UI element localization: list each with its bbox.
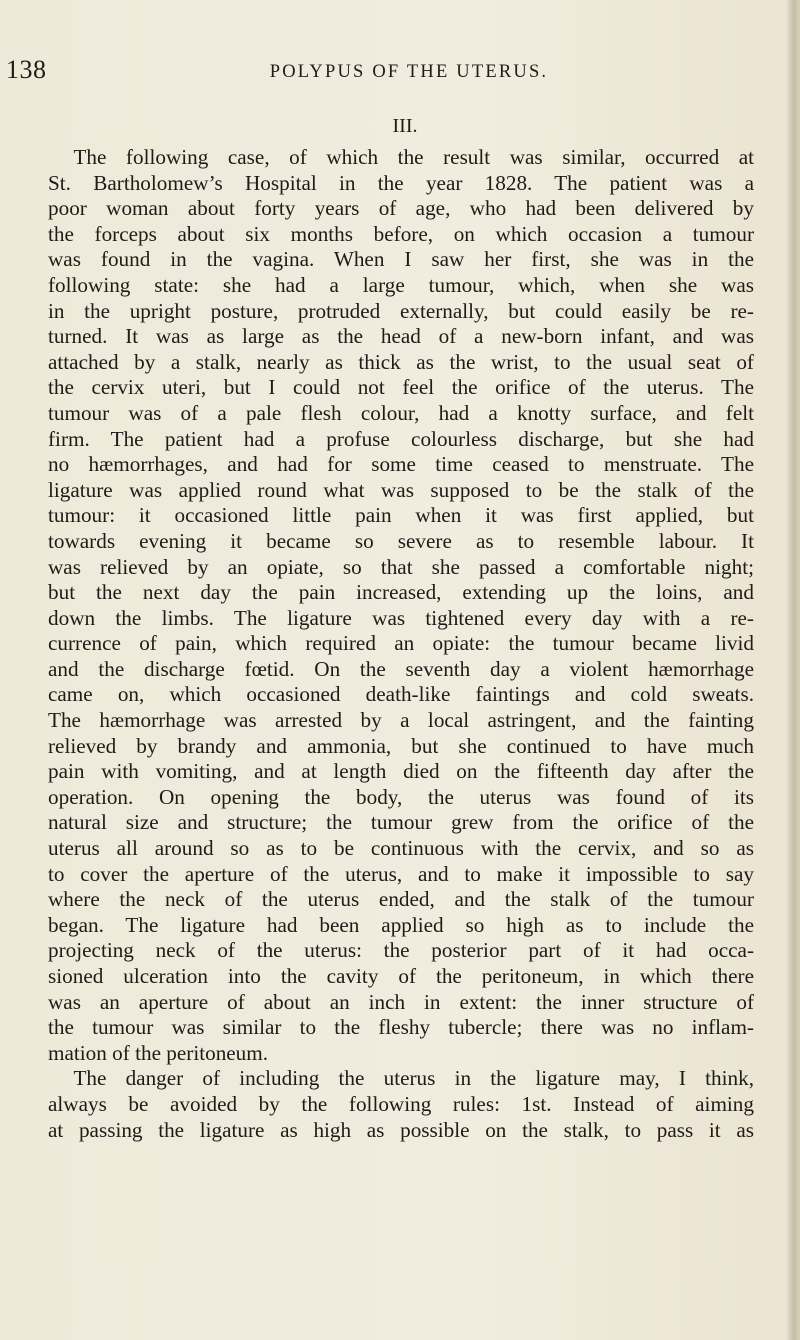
text-line: poor woman about forty years of age, who had been delivered by	[48, 196, 754, 221]
text-line: uterus all around so as to be continuous with the cervix, and so as	[48, 836, 754, 861]
text-line: began. The ligature had been applied so high as to include the	[48, 912, 754, 937]
text-line: no hæmorrhages, and had for some time ceased to menstruate. The	[48, 452, 754, 477]
text-line: pain with vomiting, and at length died on the fifteenth day after the	[48, 759, 754, 784]
text-line: where the neck of the uterus ended, and the stalk of the tumour	[48, 887, 754, 912]
text-line: projecting neck of the uterus: the posterior part of it had occa-	[48, 938, 754, 963]
page-edge-shadow	[786, 0, 800, 1340]
text-line: tumour was of a pale flesh colour, had a knotty surface, and felt	[48, 400, 754, 425]
text-line: firm. The patient had a profuse colourless discharge, but she had	[48, 426, 754, 451]
text-line: The following case, of which the result was similar, occurred at	[73, 145, 754, 169]
text-line: always be avoided by the following rules: 1st. Instead of aiming	[48, 1091, 754, 1116]
text-line: was found in the vagina. When I saw her first, she was in the	[48, 247, 754, 272]
text-line: the cervix uteri, but I could not feel the orifice of the uterus. The	[48, 375, 754, 400]
text-line: towards evening it became so severe as to resemble labour. It	[48, 528, 754, 553]
text-line: The danger of including the uterus in the ligature may, I think,	[73, 1066, 754, 1091]
text-line: was relieved by an opiate, so that she passed a comfortable night;	[48, 554, 754, 579]
text-line: to cover the aperture of the uterus, and to make it impossible to say	[48, 861, 754, 886]
text-line: in the upright posture, protruded externally, but could easily be re-	[48, 298, 754, 323]
section-number: III.	[392, 115, 418, 137]
text-line: ligature was applied round what was supposed to be the stalk of the	[48, 477, 754, 502]
text-line: sioned ulceration into the cavity of the peritoneum, in which there	[48, 964, 754, 988]
text-line: following state: she had a large tumour, which, when she was	[48, 272, 754, 297]
text-line: at passing the ligature as high as possible on the stalk, to pass it as	[48, 1117, 754, 1142]
text-line: was an aperture of about an inch in extent: the inner structure of	[48, 989, 754, 1014]
text-line: down the limbs. The ligature was tightened every day with a re-	[48, 605, 754, 630]
text-line: the tumour was similar to the fleshy tubercle; there was no inflam-	[48, 1015, 754, 1040]
text-line: but the next day the pain increased, extending up the loins, and	[48, 580, 754, 605]
running-head: POLYPUS OF THE UTERUS.	[269, 62, 549, 82]
text-line: operation. On opening the body, the uterus was found of its	[48, 784, 754, 809]
body-text	[48, 145, 754, 1143]
text-line: mation of the peritoneum.	[48, 1040, 269, 1065]
text-line: St. Bartholomew’s Hospital in the year 1828. The patient was a	[48, 170, 754, 195]
text-line: attached by a stalk, nearly as thick as the wrist, to the usual seat of	[48, 349, 754, 374]
text-line: and the discharge fœtid. On the seventh day a violent hæmorrhage	[48, 656, 754, 681]
text-line: tumour: it occasioned little pain when it was first applied, but	[48, 503, 754, 528]
text-line: The hæmorrhage was arrested by a local astringent, and the fainting	[48, 708, 754, 733]
text-line: came on, which occasioned death-like faintings and cold sweats.	[48, 682, 754, 707]
text-line: turned. It was as large as the head of a new-born infant, and was	[48, 324, 754, 349]
text-line: currence of pain, which required an opiate: the tumour became livid	[48, 631, 754, 656]
text-line: the forceps about six months before, on which occasion a tumour	[48, 221, 754, 246]
page-number: 138	[6, 55, 47, 84]
text-line: natural size and structure; the tumour grew from the orifice of the	[48, 810, 754, 835]
text-line: relieved by brandy and ammonia, but she continued to have much	[48, 733, 754, 758]
